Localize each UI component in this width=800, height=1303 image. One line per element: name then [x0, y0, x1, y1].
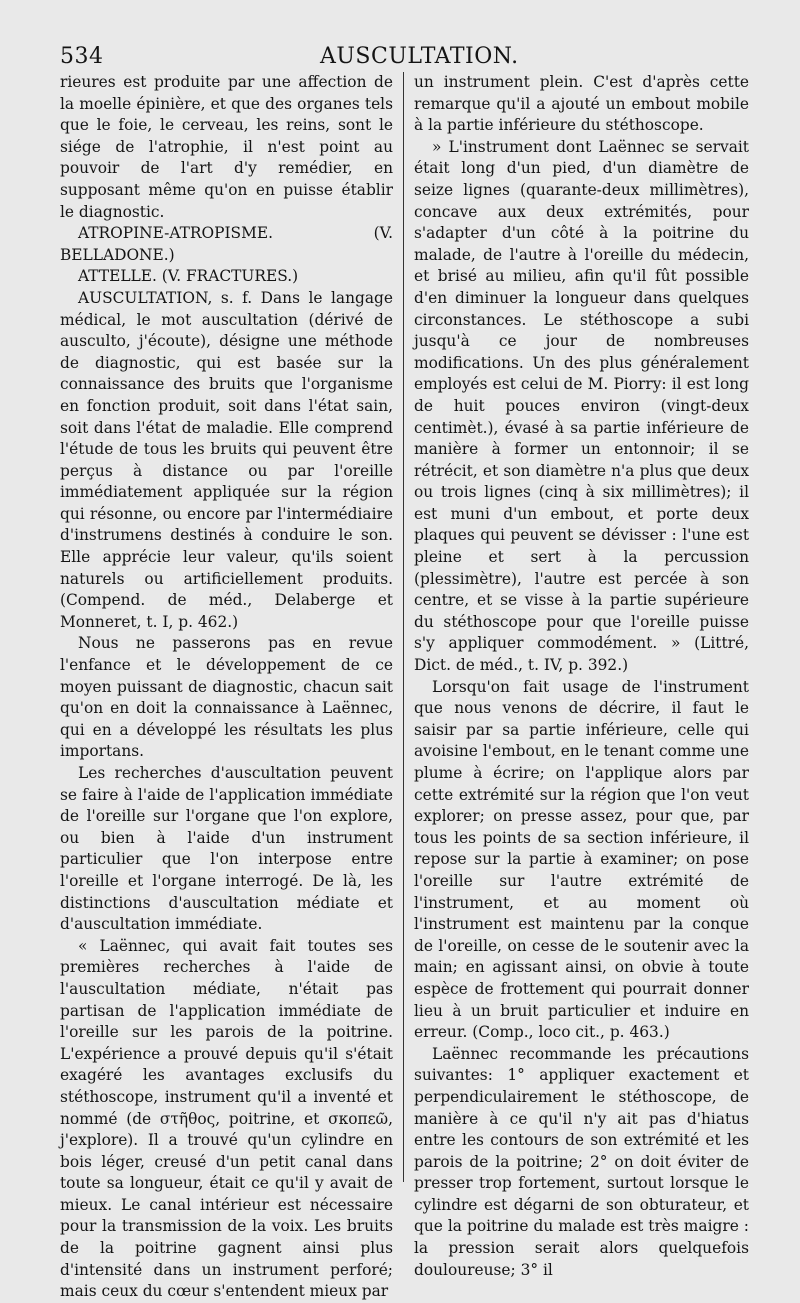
- paragraph: rieures est produite par une affection de la moelle épinière, et que des organes tels que le foie, le cerveau, les reins, sont le siége de l'atrophie, il n'est point au pouvoir de l'art d'y remédier, en supposant même qu'on en puisse établir le diagnostic.: [60, 73, 393, 221]
- page-title: AUSCULTATION.: [320, 44, 519, 69]
- paragraph: Nous ne passerons pas en revue l'enfance et le développement de ce moyen puissant de diagnostic, chacun sait qu'on en doit la connaissance à Laënnec, qui en a développé les résultats les plus importans.: [60, 634, 393, 761]
- paragraph: » L'instrument dont Laënnec se servait était long d'un pied, d'un diamètre de seize lignes (quarante-deux millimètres), concave aux deux extrémités, pour s'adapter d'un côté à la poitrine du malade, de l'autre à l'oreille du médecin, et brisé au milieu, afin qu'il fût possible d'en diminuer la longueur dans quelques circonstances. Le stéthoscope a subi jusqu'à ce jour de nombreuses modifications. Un des plus généralement employés est celui de M. Piorry: il est long de huit pouces environ (vingt-deux centimèt.), évasé à sa partie inférieure de manière à former un entonnoir; il se rétrécit, et son diamètre n'a plus que deux ou trois lignes (cinq à six millimètres); il est muni d'un embout, et porte deux plaques qui peuvent se dévisser : l'une est pleine et sert à la percussion (plessimètre), l'autre est percée à son centre, et se visse à la partie supérieure du stéthoscope pour que l'oreille puisse s'y appliquer commodément. » (Littré, Dict. de méd., t. IV, p. 392.): [414, 137, 749, 675]
- column-divider: [403, 72, 404, 1182]
- entry-attelle: ATTELLE. (V. FRACTURES.): [78, 267, 299, 286]
- paragraph: Lorsqu'on fait usage de l'instrument que nous venons de décrire, il faut le saisir par sa partie inférieure, celle qui avoisine l'embout, en le tenant comme une plume à écrire; on l'applique alors par cette extrémité sur la région que l'on veut explorer; on presse assez, pour que, par tous les points de sa section inférieure, il repose sur la partie à examiner; on pose l'oreille sur l'autre extrémité de l'instrument, et au moment où l'instrument est maintenu par la conque de l'oreille, on cesse de le soutenir avec la main; en agissant ainsi, on obvie à toute espèce de frottement qui pourrait donner lieu à un bruit particulier et induire en erreur. (Comp., loco cit., p. 463.): [414, 677, 749, 1042]
- paragraph: Les recherches d'auscultation peuvent se faire à l'aide de l'application immédiate de l'oreille sur l'organe que l'on explore, ou bien à l'aide d'un instrument particulier que l'on interpose entre l'oreille et l'organe interrogé. De là, les distinctions d'auscultation médiate et d'auscultation immédiate.: [60, 764, 393, 934]
- paragraph: « Laënnec, qui avait fait toutes ses premières recherches à l'aide de l'auscultation médiate, n'était pas partisan de l'application immédiate de l'oreille sur les parois de la poitrine. L'expérience a prouvé depuis qu'il s'était exagéré les avantages exclusifs du stéthoscope, instrument qu'il a inventé et nommé (de στῆθος, poitrine, et σκοπεῶ, j'explore). Il a trouvé qu'un cylindre en bois léger, creusé d'un petit canal dans toute sa longueur, était ce qu'il y avait de mieux. Le canal intérieur est nécessaire pour la transmission de la voix. Les bruits de la poitrine gagnent ainsi plus d'intensité dans un instrument perforé; mais ceux du cœur s'entendent mieux par: [60, 936, 393, 1301]
- entry-auscultation: AUSCULTATION, s. f. Dans le langage médical, le mot auscultation (dérivé de ausculto, j'écoute), désigne une méthode de diagnostic, qui est basée sur la connaissance des bruits que l'organisme en fonction produit, soit dans l'état sain, soit dans l'état de maladie. Elle comprend l'étude de tous les bruits qui peuvent être perçus à distance ou par l'oreille immédiatement appliquée sur la région qui résonne, ou encore par l'intermédiaire d'instrumens destinés à conduire le son. Elle apprécie leur valeur, qu'ils soient naturels ou artificiellement produits. (Compend. de méd., Delaberge et Monneret, t. I, p. 462.): [60, 288, 393, 631]
- paragraph: Laënnec recommande les précautions suivantes: 1° appliquer exactement et perpendiculairement le stéthoscope, de manière à ce qu'il n'y ait pas d'hiatus entre les contours de son extrémité et les parois de la poitrine; 2° on doit éviter de presser trop fortement, surtout lorsque le cylindre est dégarni de son obturateur, et que la poitrine du malade est très maigre : la pression serait alors quelquefois douloureuse; 3° il: [414, 1044, 749, 1279]
- left-column: [60, 72, 393, 1301]
- page-number: 534: [60, 44, 104, 69]
- right-column: [414, 72, 749, 1279]
- entry-atropine: ATROPINE-ATROPISME. (V. BELLADONE.): [60, 224, 393, 264]
- paragraph: un instrument plein. C'est d'après cette remarque qu'il a ajouté un embout mobile à la partie inférieure du stéthoscope.: [414, 73, 749, 135]
- running-header: [60, 44, 755, 70]
